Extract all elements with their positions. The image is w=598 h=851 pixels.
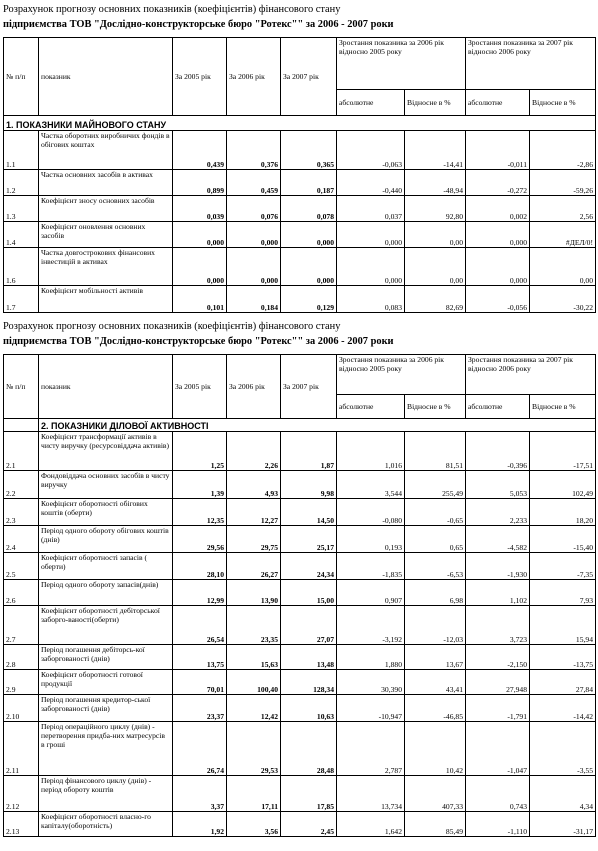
- growth-rel-2006: -48,94: [405, 170, 466, 196]
- header-abs-2: абсолютне: [466, 90, 530, 116]
- table-row: [4, 645, 596, 670]
- growth-rel-2006: 13,67: [405, 645, 466, 670]
- row-indicator: Коефіцієнт оборотності обігових коштів (оберти): [39, 499, 173, 526]
- growth-rel-2007: -14,42: [530, 695, 596, 722]
- growth-rel-2007: -15,40: [530, 526, 596, 553]
- row-indicator: Фондовіддача основних засобів в чисту виручку: [39, 471, 173, 499]
- header-2005: За 2005 рік: [173, 38, 227, 116]
- row-number: 1.3: [4, 196, 39, 222]
- growth-rel-2007: 102,49: [530, 471, 596, 499]
- row-indicator: Період фінансового циклу (днів) - період обороту коштів: [39, 776, 173, 812]
- value-2005: 29,56: [173, 526, 227, 553]
- row-number: 2.2: [4, 471, 39, 499]
- row-number: 2.12: [4, 776, 39, 812]
- growth-rel-2007: -59,26: [530, 170, 596, 196]
- growth-abs-2006: -0,440: [337, 170, 405, 196]
- value-2006: 100,40: [227, 670, 281, 695]
- row-indicator: Період одного обороту запасів(днів): [39, 580, 173, 606]
- value-2007: 0,187: [281, 170, 337, 196]
- row-number: 2.11: [4, 722, 39, 776]
- header-abs-2: абсолютне: [466, 395, 530, 419]
- growth-abs-2007: 0,000: [466, 222, 530, 248]
- table-row: [4, 222, 596, 248]
- value-2007: 17,85: [281, 776, 337, 812]
- growth-abs-2007: 0,002: [466, 196, 530, 222]
- value-2006: 0,076: [227, 196, 281, 222]
- growth-rel-2006: 0,65: [405, 526, 466, 553]
- table-row: [4, 695, 596, 722]
- header-growth-2007: Зростання показника за 2007 рік відносно 2006 року: [466, 355, 596, 395]
- doc-title: [3, 2, 595, 32]
- value-2007: 27,07: [281, 606, 337, 645]
- header-2005: За 2005 рік: [173, 355, 227, 419]
- growth-rel-2006: 92,80: [405, 196, 466, 222]
- value-2007: 0,129: [281, 286, 337, 313]
- row-number: 1.4: [4, 222, 39, 248]
- row-number: 2.1: [4, 432, 39, 471]
- growth-rel-2006: -0,65: [405, 499, 466, 526]
- growth-abs-2006: -3,192: [337, 606, 405, 645]
- growth-abs-2006: 0,000: [337, 248, 405, 286]
- header-num: № п/п: [4, 38, 39, 116]
- table-block-1: [3, 2, 595, 313]
- value-2005: 1,25: [173, 432, 227, 471]
- row-number: 1.2: [4, 170, 39, 196]
- value-2007: 1,87: [281, 432, 337, 471]
- value-2006: 13,90: [227, 580, 281, 606]
- section-title: 1. ПОКАЗНИКИ МАЙНОВОГО СТАНУ: [4, 116, 596, 131]
- growth-rel-2007: -31,17: [530, 812, 596, 837]
- growth-abs-2007: -0,056: [466, 286, 530, 313]
- value-2005: 0,101: [173, 286, 227, 313]
- value-2005: 0,899: [173, 170, 227, 196]
- value-2006: 3,56: [227, 812, 281, 837]
- value-2006: 12,27: [227, 499, 281, 526]
- growth-rel-2006: -46,85: [405, 695, 466, 722]
- growth-rel-2006: 85,49: [405, 812, 466, 837]
- table-row: [4, 722, 596, 776]
- header-growth-2006: Зростання показника за 2006 рік відносно 2005 року: [337, 355, 466, 395]
- growth-abs-2007: 27,948: [466, 670, 530, 695]
- value-2007: 0,000: [281, 248, 337, 286]
- business-activity-table: [3, 354, 596, 837]
- growth-rel-2007: 7,93: [530, 580, 596, 606]
- value-2007: 2,45: [281, 812, 337, 837]
- value-2006: 26,27: [227, 553, 281, 580]
- growth-abs-2006: 0,000: [337, 222, 405, 248]
- row-number: 2.7: [4, 606, 39, 645]
- header-abs-1: абсолютне: [337, 90, 405, 116]
- value-2005: 1,39: [173, 471, 227, 499]
- value-2005: 0,000: [173, 222, 227, 248]
- value-2007: 15,00: [281, 580, 337, 606]
- growth-abs-2007: -2,150: [466, 645, 530, 670]
- value-2005: 26,74: [173, 722, 227, 776]
- growth-abs-2006: 0,083: [337, 286, 405, 313]
- row-number: 2.13: [4, 812, 39, 837]
- row-number: 2.4: [4, 526, 39, 553]
- growth-abs-2006: 3,544: [337, 471, 405, 499]
- growth-rel-2007: -7,35: [530, 553, 596, 580]
- growth-abs-2007: -0,011: [466, 131, 530, 170]
- table-row: [4, 812, 596, 837]
- value-2005: 3,37: [173, 776, 227, 812]
- growth-abs-2006: -0,063: [337, 131, 405, 170]
- table-row: [4, 553, 596, 580]
- growth-rel-2006: 10,42: [405, 722, 466, 776]
- row-indicator: Коефіцієнт зносу основних засобів: [39, 196, 173, 222]
- value-2006: 0,376: [227, 131, 281, 170]
- header-2006: За 2006 рік: [227, 38, 281, 116]
- table-row: [4, 131, 596, 170]
- value-2005: 12,99: [173, 580, 227, 606]
- row-number: 2.8: [4, 645, 39, 670]
- table-row: [4, 471, 596, 499]
- growth-abs-2007: 2,233: [466, 499, 530, 526]
- header-2007: За 2007 рік: [281, 355, 337, 419]
- row-indicator: Період операційного циклу (днів) - перетворення придба-них матресурсів в гроші: [39, 722, 173, 776]
- table-row: [4, 170, 596, 196]
- row-indicator: Частка оборотних виробничих фондів в обігових коштах: [39, 131, 173, 170]
- table-row: [4, 286, 596, 313]
- property-status-table: [3, 37, 596, 313]
- growth-abs-2006: 30,390: [337, 670, 405, 695]
- row-indicator: Коефіцієнт оборотності власно-го капіталу(оборотність): [39, 812, 173, 837]
- table-row: [4, 580, 596, 606]
- row-number: 1.7: [4, 286, 39, 313]
- section-num-cell: [4, 419, 39, 432]
- value-2006: 0,459: [227, 170, 281, 196]
- table-row: [4, 432, 596, 471]
- row-indicator: Коефіцієнт оновлення основних засобів: [39, 222, 173, 248]
- header-indicator: показник: [39, 38, 173, 116]
- value-2005: 70,01: [173, 670, 227, 695]
- table-body: [4, 131, 596, 313]
- header-abs-1: абсолютне: [337, 395, 405, 419]
- growth-rel-2007: -13,75: [530, 645, 596, 670]
- growth-abs-2007: -1,047: [466, 722, 530, 776]
- value-2007: 25,17: [281, 526, 337, 553]
- row-number: 2.5: [4, 553, 39, 580]
- growth-abs-2006: -1,835: [337, 553, 405, 580]
- table-row: [4, 776, 596, 812]
- row-indicator: Коефіцієнт оборотності готової продукції: [39, 670, 173, 695]
- value-2006: 12,42: [227, 695, 281, 722]
- growth-abs-2007: -0,396: [466, 432, 530, 471]
- header-rel-2: Відносне в %: [530, 395, 596, 419]
- growth-rel-2006: 82,69: [405, 286, 466, 313]
- growth-abs-2007: -4,582: [466, 526, 530, 553]
- growth-rel-2007: -2,86: [530, 131, 596, 170]
- value-2006: 17,11: [227, 776, 281, 812]
- value-2007: 24,34: [281, 553, 337, 580]
- row-indicator: Період погашення кредитор-ської заборгованості (днів): [39, 695, 173, 722]
- table-row: [4, 606, 596, 645]
- row-indicator: Частка довгострокових фінансових інвестицій в активах: [39, 248, 173, 286]
- growth-rel-2007: 2,56: [530, 196, 596, 222]
- row-number: 2.3: [4, 499, 39, 526]
- title-line-1: Розрахунок прогнозу основних показників (коефіцієнтів) фінансового стану: [3, 4, 341, 15]
- growth-abs-2007: -1,791: [466, 695, 530, 722]
- growth-rel-2007: -17,51: [530, 432, 596, 471]
- growth-rel-2006: -12,03: [405, 606, 466, 645]
- growth-rel-2006: 407,33: [405, 776, 466, 812]
- growth-abs-2006: 13,734: [337, 776, 405, 812]
- title-line-1: Розрахунок прогнозу основних показників (коефіцієнтів) фінансового стану: [3, 321, 341, 332]
- value-2007: 0,078: [281, 196, 337, 222]
- growth-rel-2006: 255,49: [405, 471, 466, 499]
- growth-abs-2007: 0,000: [466, 248, 530, 286]
- growth-rel-2006: 0,00: [405, 222, 466, 248]
- value-2007: 128,34: [281, 670, 337, 695]
- section-title: 2. ПОКАЗНИКИ ДІЛОВОЇ АКТИВНОСТІ: [39, 419, 596, 432]
- header-rel-1: Відносне в %: [405, 395, 466, 419]
- value-2007: 0,365: [281, 131, 337, 170]
- growth-abs-2007: -0,272: [466, 170, 530, 196]
- growth-rel-2007: 27,84: [530, 670, 596, 695]
- title-line-2: підприємства ТОВ "Дослідно-конструкторське бюро "Ротекс"" за 2006 - 2007 роки: [3, 19, 394, 30]
- value-2006: 23,35: [227, 606, 281, 645]
- growth-rel-2007: 0,00: [530, 248, 596, 286]
- title-line-2: підприємства ТОВ "Дослідно-конструкторське бюро "Ротекс"" за 2006 - 2007 роки: [3, 336, 394, 347]
- growth-abs-2006: 0,037: [337, 196, 405, 222]
- value-2005: 23,37: [173, 695, 227, 722]
- growth-rel-2006: 81,51: [405, 432, 466, 471]
- value-2006: 0,000: [227, 248, 281, 286]
- value-2006: 0,000: [227, 222, 281, 248]
- growth-rel-2006: -14,41: [405, 131, 466, 170]
- value-2007: 14,50: [281, 499, 337, 526]
- table-block-2: [3, 319, 595, 837]
- row-number: 2.9: [4, 670, 39, 695]
- value-2006: 15,63: [227, 645, 281, 670]
- table-body: [4, 432, 596, 837]
- growth-rel-2007: -3,55: [530, 722, 596, 776]
- growth-abs-2006: -0,080: [337, 499, 405, 526]
- row-indicator: Період погашення дебіторсь-кої заборгованості (днів): [39, 645, 173, 670]
- value-2006: 2,26: [227, 432, 281, 471]
- row-indicator: Період одного обороту обігових коштів (днів): [39, 526, 173, 553]
- table-row: [4, 499, 596, 526]
- value-2006: 29,53: [227, 722, 281, 776]
- value-2005: 12,35: [173, 499, 227, 526]
- header-indicator: показник: [39, 355, 173, 419]
- value-2005: 0,439: [173, 131, 227, 170]
- value-2005: 28,10: [173, 553, 227, 580]
- growth-abs-2007: 5,053: [466, 471, 530, 499]
- growth-abs-2006: 1,016: [337, 432, 405, 471]
- header-rel-1: Відносне в %: [405, 90, 466, 116]
- growth-abs-2007: 3,723: [466, 606, 530, 645]
- growth-abs-2006: 0,193: [337, 526, 405, 553]
- growth-abs-2006: 1,880: [337, 645, 405, 670]
- value-2005: 0,000: [173, 248, 227, 286]
- growth-rel-2007: 4,34: [530, 776, 596, 812]
- value-2007: 0,000: [281, 222, 337, 248]
- growth-abs-2007: 0,743: [466, 776, 530, 812]
- value-2005: 0,039: [173, 196, 227, 222]
- header-growth-2006: Зростання показника за 2006 рік відносно 2005 року: [337, 38, 466, 90]
- growth-rel-2007: -30,22: [530, 286, 596, 313]
- growth-rel-2007: 15,94: [530, 606, 596, 645]
- growth-rel-2006: -6,53: [405, 553, 466, 580]
- value-2007: 28,48: [281, 722, 337, 776]
- header-2006: За 2006 рік: [227, 355, 281, 419]
- growth-abs-2006: 0,907: [337, 580, 405, 606]
- row-indicator: Коефіцієнт оборотності дебіторської заборго-ваності(оберти): [39, 606, 173, 645]
- value-2007: 13,48: [281, 645, 337, 670]
- growth-abs-2006: -10,947: [337, 695, 405, 722]
- growth-rel-2006: 43,41: [405, 670, 466, 695]
- row-number: 2.6: [4, 580, 39, 606]
- table-row: [4, 248, 596, 286]
- doc-title: [3, 319, 595, 349]
- row-number: 1.1: [4, 131, 39, 170]
- growth-abs-2006: 1,642: [337, 812, 405, 837]
- value-2005: 13,75: [173, 645, 227, 670]
- value-2007: 10,63: [281, 695, 337, 722]
- table-row: [4, 670, 596, 695]
- row-indicator: Частка основних засобів в активах: [39, 170, 173, 196]
- growth-abs-2007: 1,102: [466, 580, 530, 606]
- growth-rel-2007: 18,20: [530, 499, 596, 526]
- value-2005: 26,54: [173, 606, 227, 645]
- row-number: 1.6: [4, 248, 39, 286]
- growth-abs-2006: 2,787: [337, 722, 405, 776]
- value-2006: 4,93: [227, 471, 281, 499]
- value-2006: 29,75: [227, 526, 281, 553]
- growth-abs-2007: -1,930: [466, 553, 530, 580]
- table-row: [4, 526, 596, 553]
- header-growth-2007: Зростання показника за 2007 рік відносно 2006 року: [466, 38, 596, 90]
- row-indicator: Коефіцієнт оборотності запасів ( оберти): [39, 553, 173, 580]
- growth-abs-2007: -1,110: [466, 812, 530, 837]
- row-number: 2.10: [4, 695, 39, 722]
- header-rel-2: Відносне в %: [530, 90, 596, 116]
- growth-rel-2007: #ДЕЛ/0!: [530, 222, 596, 248]
- row-indicator: Коефіцієнт мобільності активів: [39, 286, 173, 313]
- table-row: [4, 196, 596, 222]
- value-2007: 9,98: [281, 471, 337, 499]
- value-2006: 0,184: [227, 286, 281, 313]
- row-indicator: Коефіцієнт трансформації активів в чисту виручку (ресурсовіддача активів): [39, 432, 173, 471]
- growth-rel-2006: 0,00: [405, 248, 466, 286]
- header-num: № п/п: [4, 355, 39, 419]
- growth-rel-2006: 6,98: [405, 580, 466, 606]
- header-2007: За 2007 рік: [281, 38, 337, 116]
- value-2005: 1,92: [173, 812, 227, 837]
